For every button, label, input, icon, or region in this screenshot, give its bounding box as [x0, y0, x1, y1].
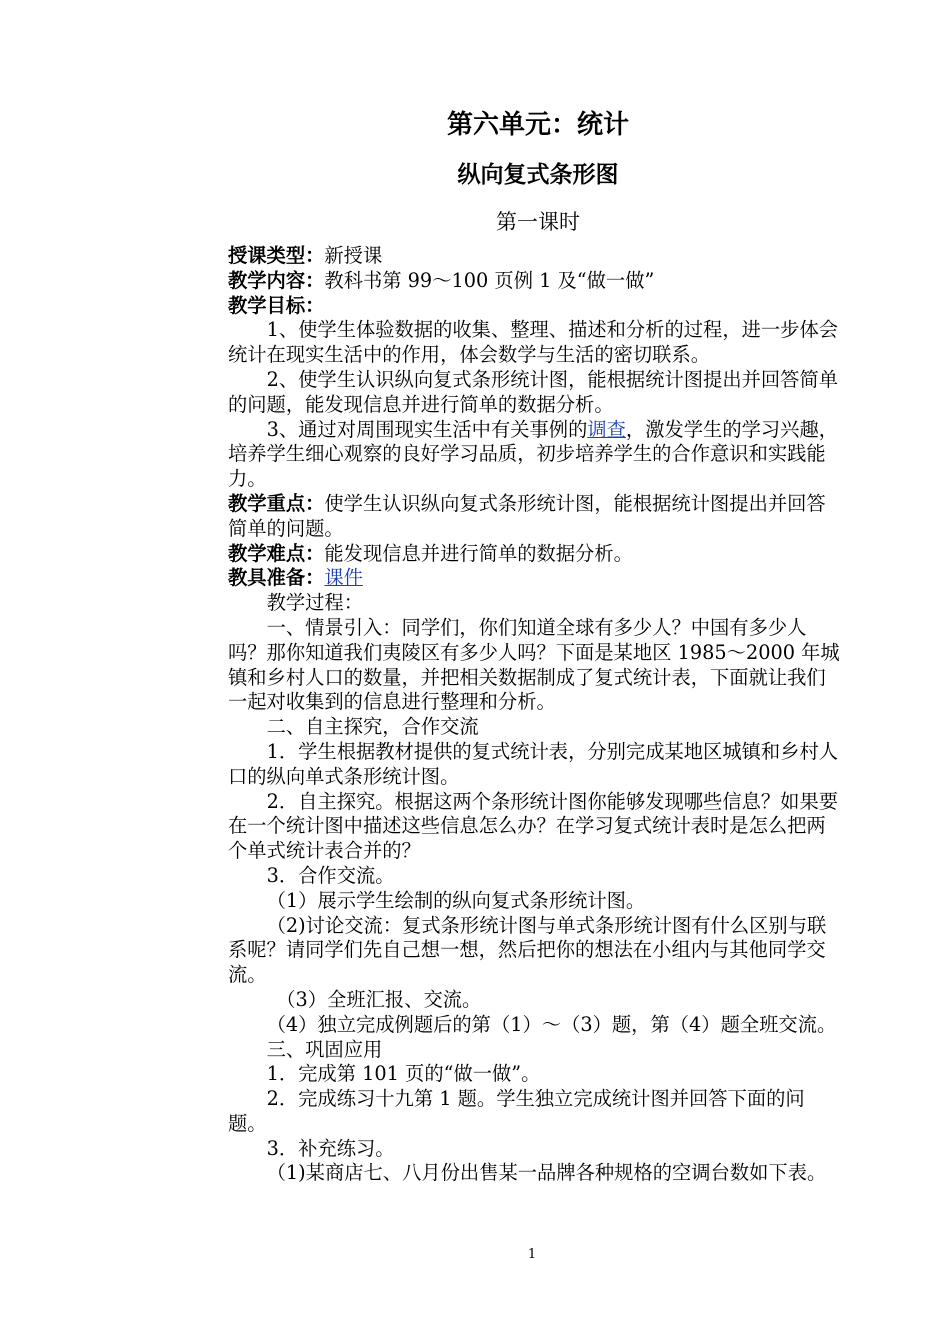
type-value: 新授课 [324, 244, 383, 267]
section-2-sub-3: （3）全班汇报、交流。 [276, 987, 482, 1011]
page-number: 1 [527, 1247, 537, 1262]
content-row [228, 269, 842, 294]
section-3-item-2: 2．完成练习十九第 1 题。学生独立完成统计图并回答下面的问题。 [228, 1087, 805, 1135]
tools-label: 教具准备： [228, 566, 325, 590]
unit-title: 第六单元：统计 [446, 110, 629, 140]
focus-label: 教学重点： [228, 491, 325, 515]
type-row [228, 244, 842, 269]
section-2-item-1: 1．学生根据教材提供的复式统计表，分别完成某地区城镇和乡村人口的纵向单式条形统计图。 [228, 739, 839, 788]
section-2-sub-2: （2)讨论交流：复式条形统计图与单式条形统计图有什么区别与联系呢？请同学们先自己想一想，然后把你的想法在小组内与其他同学交流。 [228, 913, 827, 987]
focus-value: 使学生认识纵向复式条形统计图，能根据统计图提出并回答简单的问题。 [228, 491, 826, 540]
section-2-sub-1: （1）展示学生绘制的纵向复式条形统计图。 [266, 888, 646, 912]
survey-link[interactable]: 调查 [587, 417, 626, 441]
process-intro: 一、情景引入：同学们，你们知道全球有多少人？中国有多少人吗？那你知道我们夷陵区有多少人吗？下面是某地区 1985～2000 年城镇和乡村人口的数量，并把相关数据制成了复式统计表，下面就让我们一起对收集到的信息进行整理和分析。 [228, 615, 840, 714]
section-2-heading: 二、自主探究，合作交流 [266, 715, 479, 739]
difficulty-row [228, 542, 842, 567]
section-2-item-3: 3．合作交流。 [266, 863, 395, 887]
section-3-item-3: 3．补充练习。 [266, 1136, 395, 1160]
section-3-sub-1: （1)某商店七、八月份出售某一品牌各种规格的空调台数如下表。 [266, 1161, 827, 1185]
section-2-sub-4: （4）独立完成例题后的第（1）～（3）题，第（4）题全班交流。 [266, 1012, 837, 1036]
content-label: 教学内容： [228, 268, 325, 292]
focus-row [228, 492, 842, 542]
goal-3 [228, 418, 842, 492]
goal-2: 2、使学生认识纵向复式条形统计图，能根据统计图提出并回答简单的问题，能发现信息并进行简单的数据分析。 [228, 367, 839, 416]
difficulty-value: 能发现信息并进行简单的数据分析。 [324, 541, 633, 565]
goals-label: 教学目标： [228, 293, 325, 317]
section-2-item-2: 2．自主探究。根据这两个条形统计图你能够发现哪些信息？如果要在一个统计图中描述这些信息怎么办？在学习复式统计表时是怎么把两个单式统计表合并的？ [228, 789, 839, 863]
goal-3-text-a: 3、通过对周围现实生活中有关事例的 [266, 417, 588, 441]
difficulty-label: 教学难点： [228, 541, 325, 565]
lesson-period: 第一课时 [496, 210, 580, 234]
lesson-topic: 纵向复式条形图 [457, 161, 619, 188]
courseware-link[interactable]: 课件 [324, 566, 363, 590]
tools-row [228, 566, 842, 591]
type-label: 授课类型： [228, 244, 325, 267]
lesson-plan-body [228, 244, 842, 1186]
goal-3-text-b: ，激发学生的学习兴趣，培养学生细心观察的良好学习品质，初步培养学生的合作意识和实践能力。 [228, 417, 839, 491]
goals-row [228, 294, 842, 319]
process-heading: 教学过程： [266, 591, 363, 615]
content-value: 教科书第 99～100 页例 1 及“做一做” [324, 268, 655, 292]
section-3-heading: 三、巩固应用 [266, 1037, 383, 1061]
section-3-item-1: 1．完成第 101 页的“做一做”。 [266, 1062, 541, 1086]
goal-1: 1、使学生体验数据的收集、整理、描述和分析的过程，进一步体会统计在现实生活中的作用，体会数学与生活的密切联系。 [228, 318, 839, 367]
